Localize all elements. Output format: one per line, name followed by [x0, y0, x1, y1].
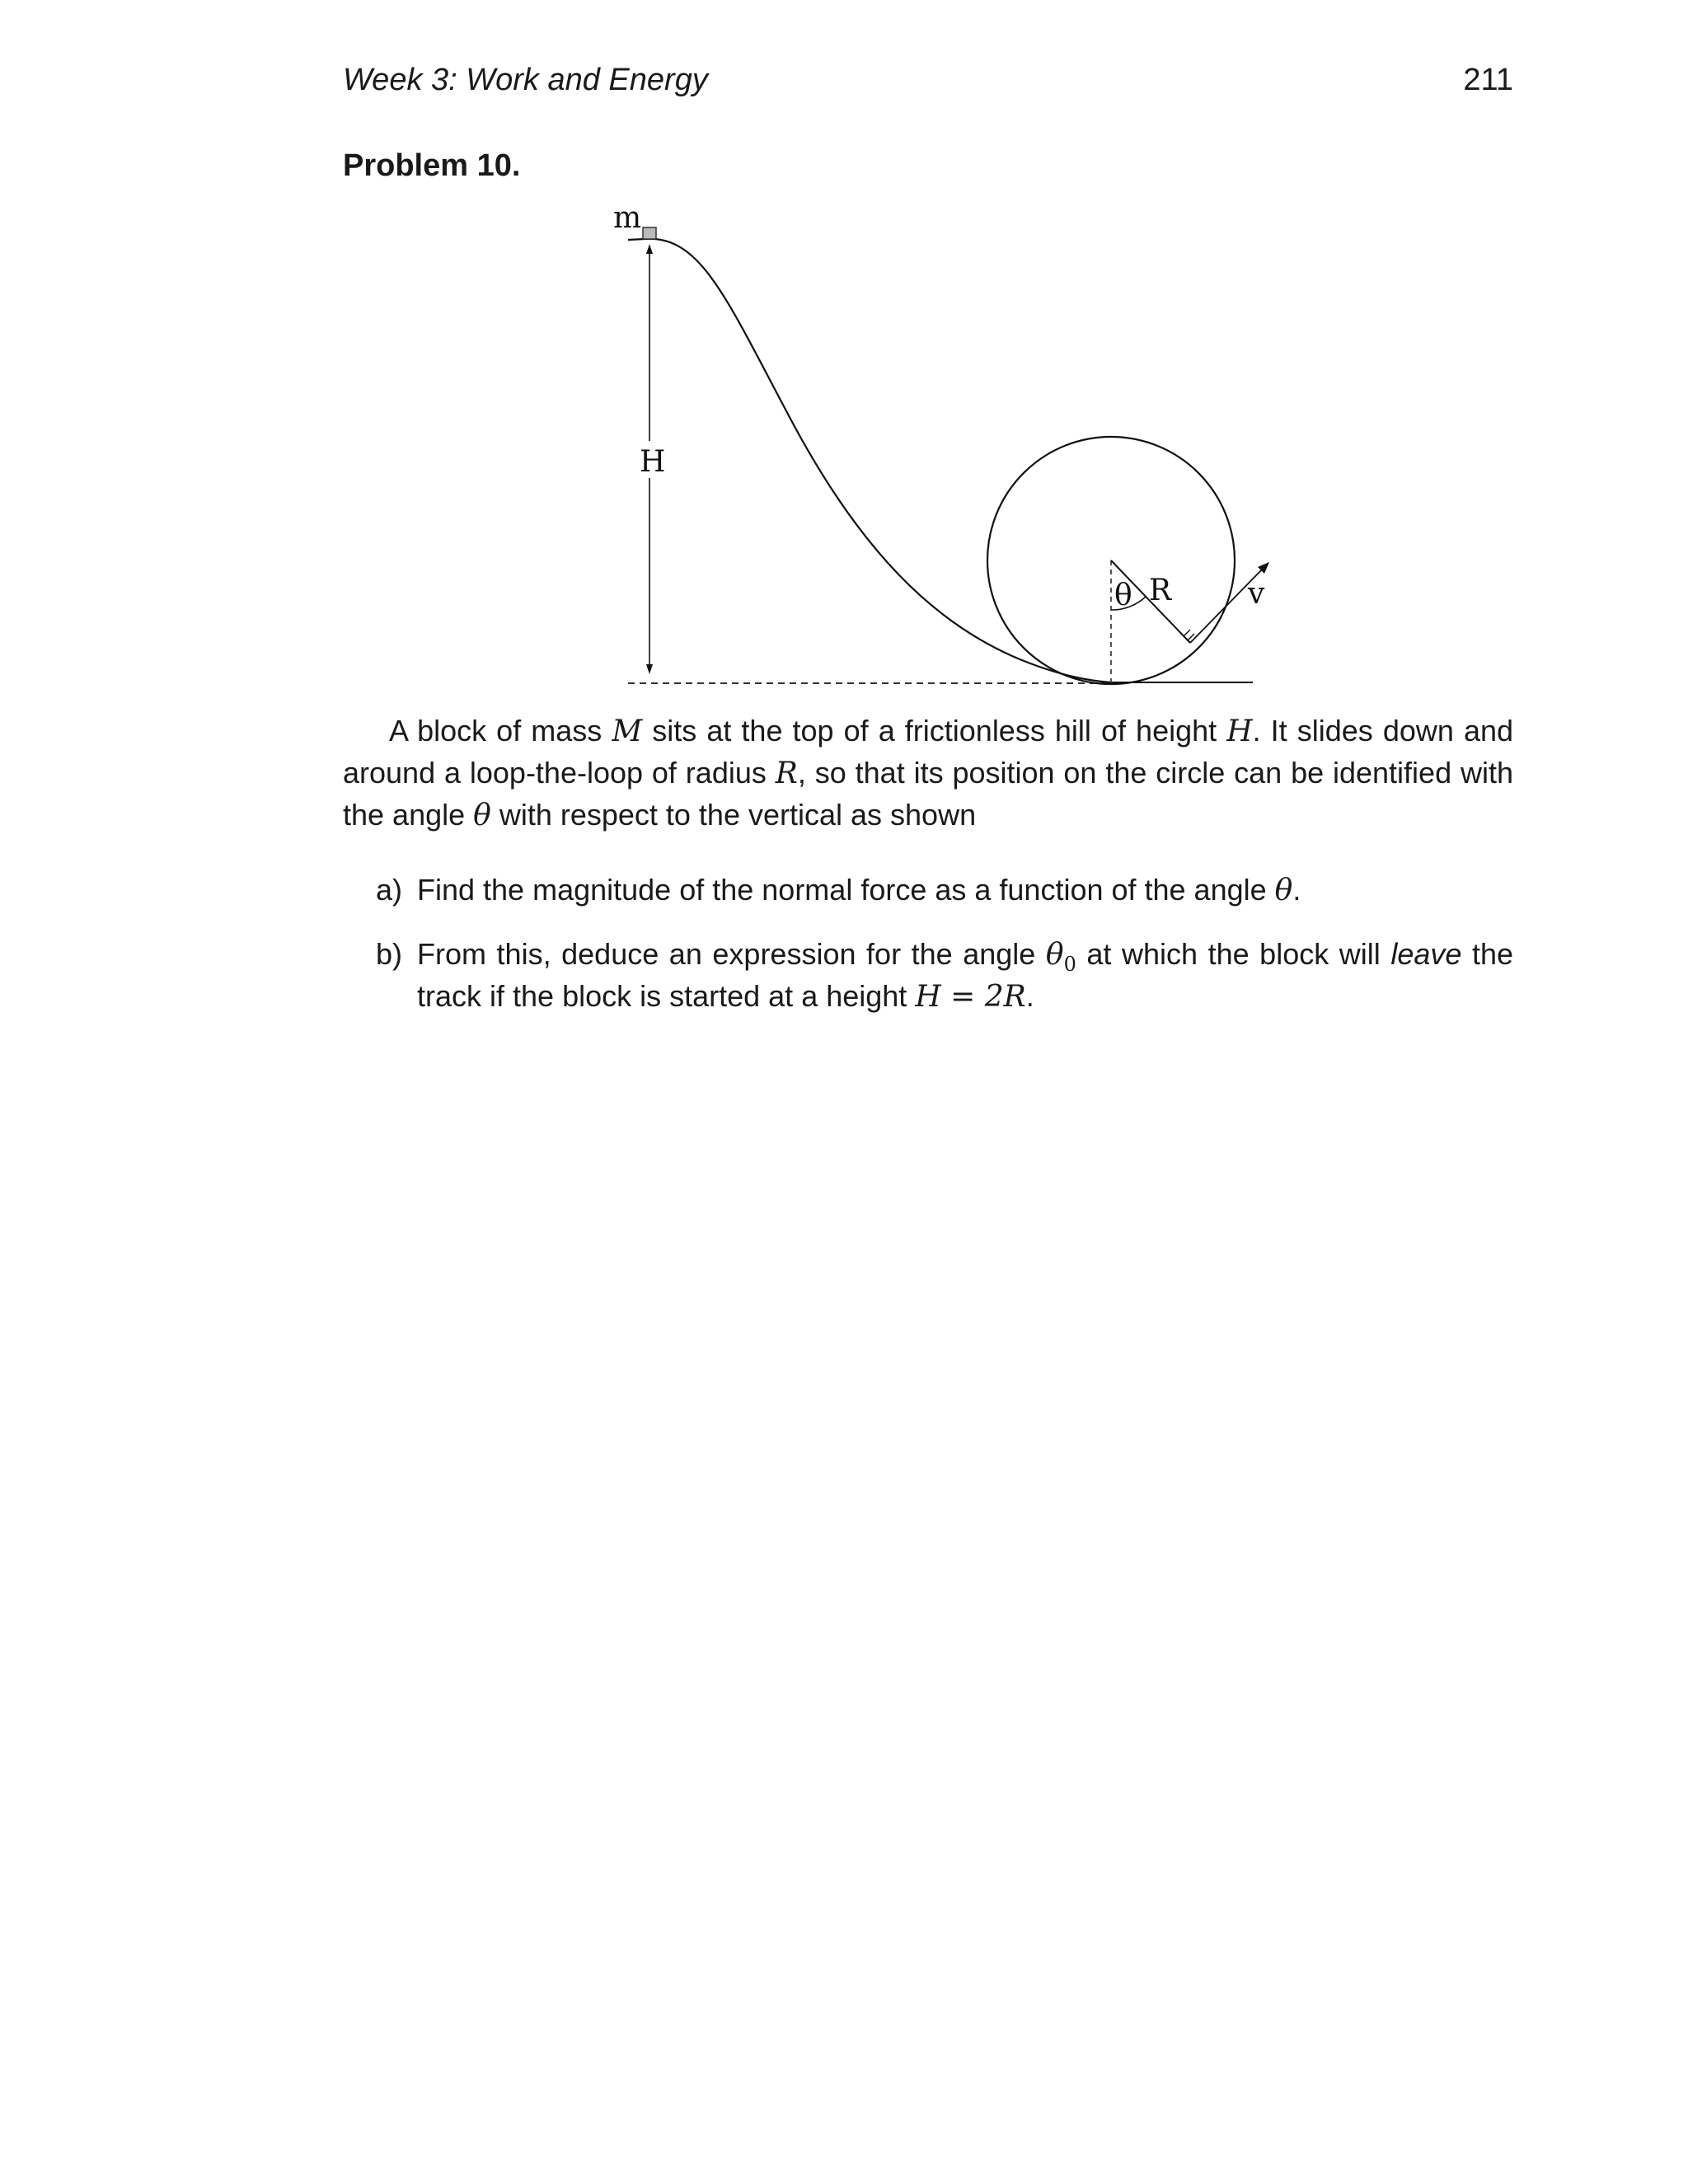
right-angle-tick [1184, 630, 1190, 636]
problem-title: Problem 10. [343, 148, 521, 183]
emphasis-text: leave [1390, 937, 1462, 971]
block-icon [643, 227, 656, 239]
statement-line [343, 710, 1513, 752]
question-b-line [417, 934, 1513, 976]
height-arrow-up-icon [646, 244, 653, 254]
math-symbol: M [612, 715, 643, 748]
question-a [343, 869, 1513, 912]
math-symbol: θ [1274, 874, 1293, 907]
question-list [343, 934, 1513, 1018]
math-symbol: R [775, 757, 798, 790]
text-run: with respect to the vertical as shown [490, 798, 977, 832]
question-list [343, 869, 1513, 912]
math-symbol: H [1226, 715, 1253, 748]
question-b-marker: b) [376, 937, 403, 971]
math-equation: H = 2R [915, 980, 1026, 1014]
text-run: track if the block is started at a height [417, 979, 916, 1013]
velocity-label: v [1248, 577, 1265, 611]
text-run: . It slides down and [1252, 714, 1514, 748]
problem-statement [343, 710, 1513, 837]
text-run: . [1292, 873, 1301, 907]
question-b [343, 934, 1513, 1018]
text-run: at which the block will [1076, 937, 1391, 971]
page-number: 211 [1463, 63, 1513, 97]
radius-label: R [1149, 574, 1172, 607]
question-a-marker: a) [376, 873, 403, 907]
statement-line [343, 752, 1513, 794]
text-run: the [1461, 937, 1514, 971]
text-run: around a loop-the-loop of radius [343, 756, 776, 790]
text-run: From this, deduce an expression for the angle [417, 937, 1046, 971]
math-symbol: θ [1045, 938, 1064, 972]
mass-label: m [613, 201, 642, 235]
running-head: Week 3: Work and Energy [343, 63, 708, 97]
math-subscript: 0 [1063, 953, 1076, 976]
height-arrow-down-icon [646, 664, 653, 674]
math-symbol: θ [473, 799, 491, 832]
text-run: A block of mass [389, 714, 612, 748]
text-run: Find the magnitude of the normal force as a function of the angle [417, 873, 1275, 907]
text-run: . [1025, 979, 1034, 1013]
text-run: sits at the top of a frictionless hill of height [642, 714, 1227, 748]
loop-the-loop-figure [0, 0, 1688, 742]
height-label: H [640, 445, 666, 479]
statement-line [343, 794, 1513, 837]
question-b-line [417, 976, 1513, 1018]
angle-label: θ [1114, 579, 1132, 612]
text-run: the angle [343, 798, 474, 832]
text-run: , so that its position on the circle can be identified with [797, 756, 1513, 790]
